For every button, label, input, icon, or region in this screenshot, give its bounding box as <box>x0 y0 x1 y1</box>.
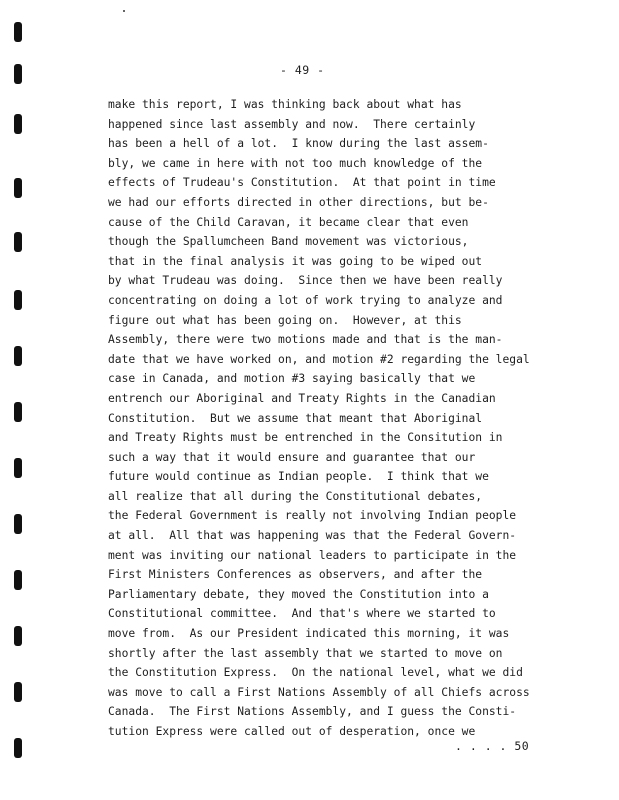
binder-hole <box>14 290 22 310</box>
text-line: Constitution. But we assume that meant that Aboriginal <box>108 411 483 425</box>
text-line: has been a hell of a lot. I know during the last assem- <box>108 137 489 151</box>
text-line: tution Express were called out of desperation, once we <box>108 725 476 738</box>
binder-hole <box>14 346 22 366</box>
text-line: date that we have worked on, and motion #2 regarding the legal <box>108 352 530 366</box>
binder-hole <box>14 514 22 534</box>
binder-hole <box>14 682 22 702</box>
text-line: by what Trudeau was doing. Since then we have been really <box>108 274 503 288</box>
text-line: Parliamentary debate, they moved the Constitution into a <box>108 587 489 601</box>
binder-hole <box>14 64 22 84</box>
scan-speck <box>123 10 125 12</box>
binder-hole <box>14 458 22 478</box>
text-line: was move to call a First Nations Assembly of all Chiefs across <box>108 685 530 699</box>
text-line: entrench our Aboriginal and Treaty Rights in the Canadian <box>108 391 496 405</box>
text-line: such a way that it would ensure and guarantee that our <box>108 450 476 464</box>
text-line: cause of the Child Caravan, it became clear that even <box>108 215 469 229</box>
text-line: case in Canada, and motion #3 saying basically that we <box>108 372 476 386</box>
text-line: the Federal Government is really not involving Indian people <box>108 509 517 523</box>
text-line: ment was inviting our national leaders to participate in the <box>108 548 517 562</box>
text-line: we had our efforts directed in other directions, but be- <box>108 195 489 209</box>
text-line: shortly after the last assembly that we started to move on <box>108 646 503 660</box>
text-line: Assembly, there were two motions made and that is the man- <box>108 333 503 347</box>
next-page-indicator: . . . . 50 <box>455 739 530 753</box>
page-number: - 49 - <box>280 63 325 77</box>
text-line: bly, we came in here with not too much knowledge of the <box>108 156 483 170</box>
text-line: figure out what has been going on. However, at this <box>108 313 462 327</box>
text-line: all realize that all during the Constitutional debates, <box>108 489 483 503</box>
binder-hole <box>14 22 22 42</box>
binder-hole <box>14 402 22 422</box>
text-line: and Treaty Rights must be entrenched in the Consitution in <box>108 431 503 445</box>
binder-hole <box>14 570 22 590</box>
binder-hole <box>14 232 22 252</box>
text-line: Constitutional committee. And that's where we started to <box>108 607 496 621</box>
binder-hole <box>14 114 22 134</box>
binder-hole <box>14 738 22 758</box>
binder-hole <box>14 626 22 646</box>
text-line: make this report, I was thinking back about what has <box>108 98 462 111</box>
text-line: First Ministers Conferences as observers, and after the <box>108 568 483 582</box>
text-line: at all. All that was happening was that the Federal Govern- <box>108 529 517 543</box>
text-line: that in the final analysis it was going to be wiped out <box>108 254 483 268</box>
text-line: move from. As our President indicated this morning, it was <box>108 627 510 641</box>
text-line: Canada. The First Nations Assembly, and I guess the Consti- <box>108 705 517 719</box>
binder-hole <box>14 178 22 198</box>
text-line: happened since last assembly and now. There certainly <box>108 117 476 131</box>
text-line: effects of Trudeau's Constitution. At that point in time <box>108 176 496 190</box>
text-line: future would continue as Indian people. I think that we <box>108 470 489 484</box>
text-line: the Constitution Express. On the national level, what we did <box>108 666 523 680</box>
transcript-body <box>108 95 608 742</box>
text-line: though the Spallumcheen Band movement was victorious, <box>108 235 469 249</box>
text-line: concentrating on doing a lot of work trying to analyze and <box>108 293 503 307</box>
